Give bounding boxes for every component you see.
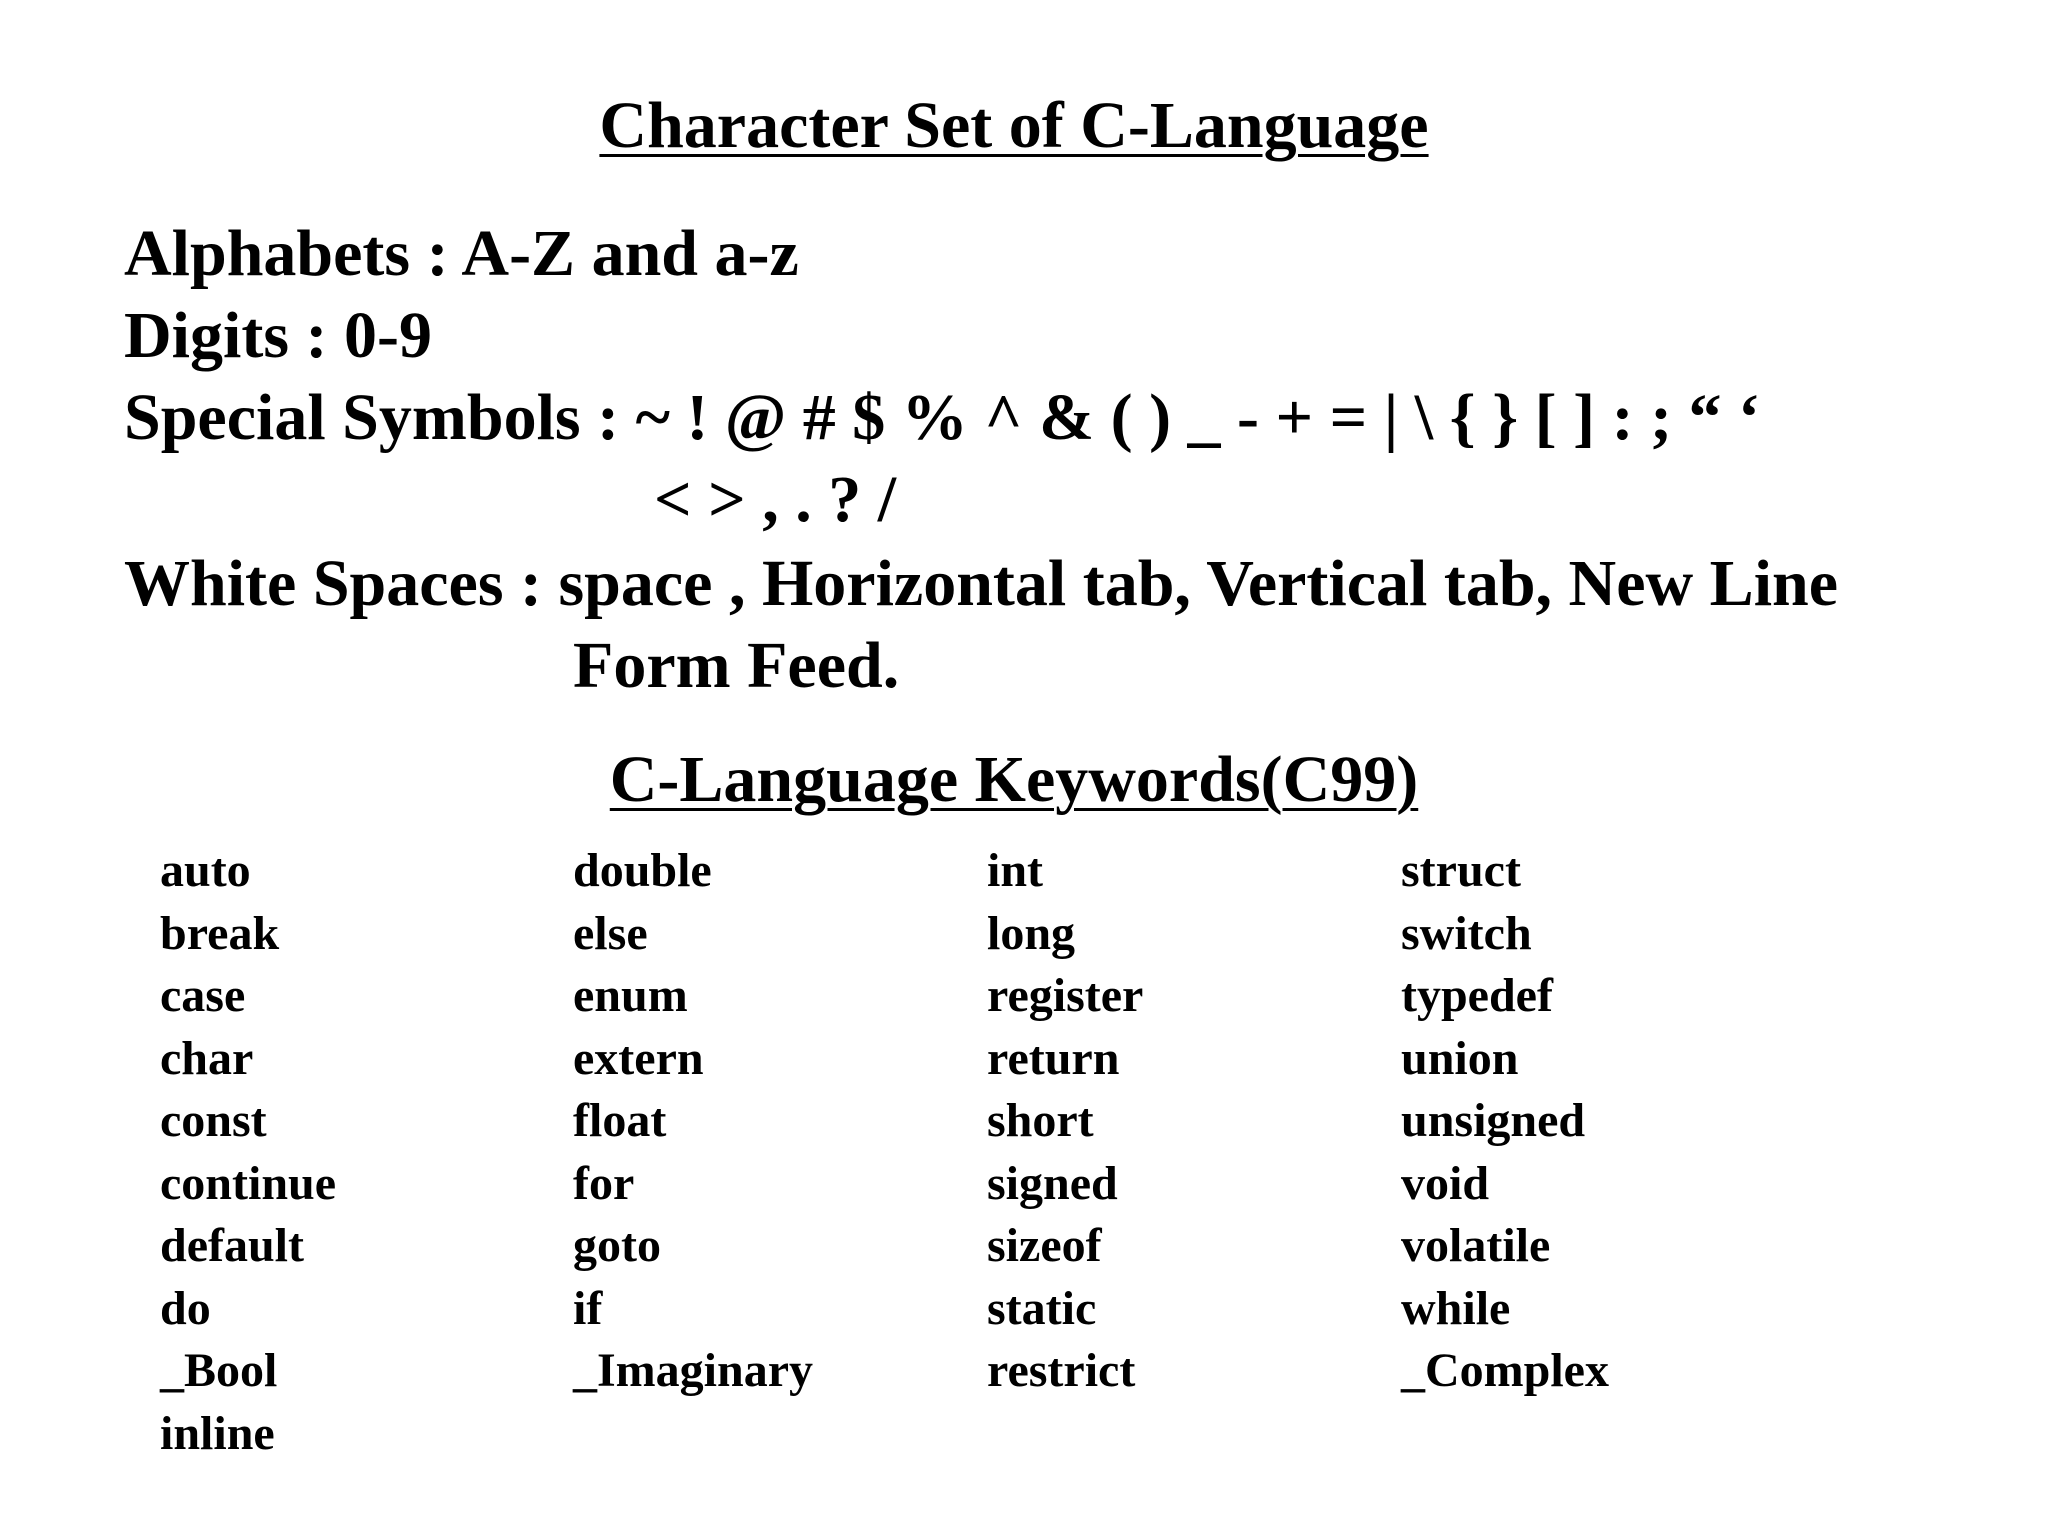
white-spaces-line xyxy=(124,544,1838,624)
keyword: void xyxy=(1401,1156,1490,1210)
keyword-column-3 xyxy=(987,840,1143,1403)
keywords-heading: C-Language Keywords(C99) xyxy=(609,743,1419,816)
keyword-column-4 xyxy=(1401,840,1609,1403)
keyword: static xyxy=(987,1281,1097,1335)
keyword: short xyxy=(987,1094,1094,1147)
keyword: goto xyxy=(573,1219,661,1272)
keyword: const xyxy=(160,1094,267,1147)
keyword: inline xyxy=(160,1406,275,1460)
keyword: switch xyxy=(1401,906,1532,960)
keyword: union xyxy=(1401,1031,1519,1085)
keyword: continue xyxy=(160,1156,337,1210)
keyword: default xyxy=(160,1219,304,1272)
keyword: unsigned xyxy=(1401,1094,1586,1147)
keyword: auto xyxy=(160,844,251,897)
keyword: for xyxy=(573,1156,635,1210)
special-symbols-values: ~ ! @ # $ % ^ & ( ) _ - + = | \ { } [ ] : ; “ ‘ xyxy=(635,381,1761,454)
keyword: _Bool xyxy=(160,1344,278,1397)
keyword: return xyxy=(987,1031,1120,1085)
white-spaces-continued: Form Feed. xyxy=(573,629,900,702)
page-title: Character Set of C-Language xyxy=(599,89,1429,162)
alphabets-line: Alphabets : A-Z and a-z xyxy=(124,217,799,290)
keyword: register xyxy=(987,969,1144,1022)
keyword: restrict xyxy=(987,1344,1136,1397)
keyword: extern xyxy=(573,1031,704,1085)
keyword: typedef xyxy=(1401,969,1553,1022)
keyword: enum xyxy=(573,969,688,1022)
keyword: do xyxy=(160,1281,211,1335)
special-symbols-continued: < > , . ? / xyxy=(654,463,897,536)
keyword: char xyxy=(160,1031,254,1085)
keyword: long xyxy=(987,906,1076,960)
keyword: _Imaginary xyxy=(573,1344,813,1397)
keyword: break xyxy=(160,906,280,960)
keyword: int xyxy=(987,844,1044,897)
special-symbols-label: Special Symbols : xyxy=(124,381,636,454)
keyword-column-1 xyxy=(160,840,336,1465)
digits-line: Digits : 0-9 xyxy=(124,299,432,372)
keyword: double xyxy=(573,844,712,897)
keyword: struct xyxy=(1401,844,1521,897)
special-symbols-line xyxy=(124,378,1760,458)
keyword: else xyxy=(573,906,648,960)
keyword-column-2 xyxy=(573,840,813,1403)
keyword: float xyxy=(573,1094,667,1147)
keyword: while xyxy=(1401,1281,1511,1335)
keyword: _Complex xyxy=(1401,1344,1609,1397)
keyword: case xyxy=(160,969,246,1022)
keyword: volatile xyxy=(1401,1219,1551,1272)
keyword: if xyxy=(573,1281,603,1335)
keyword: signed xyxy=(987,1156,1118,1210)
keyword: sizeof xyxy=(987,1219,1102,1272)
white-spaces-values: space , Horizontal tab, Vertical tab, New Line xyxy=(558,547,1839,620)
white-spaces-label: White Spaces : xyxy=(124,547,559,620)
